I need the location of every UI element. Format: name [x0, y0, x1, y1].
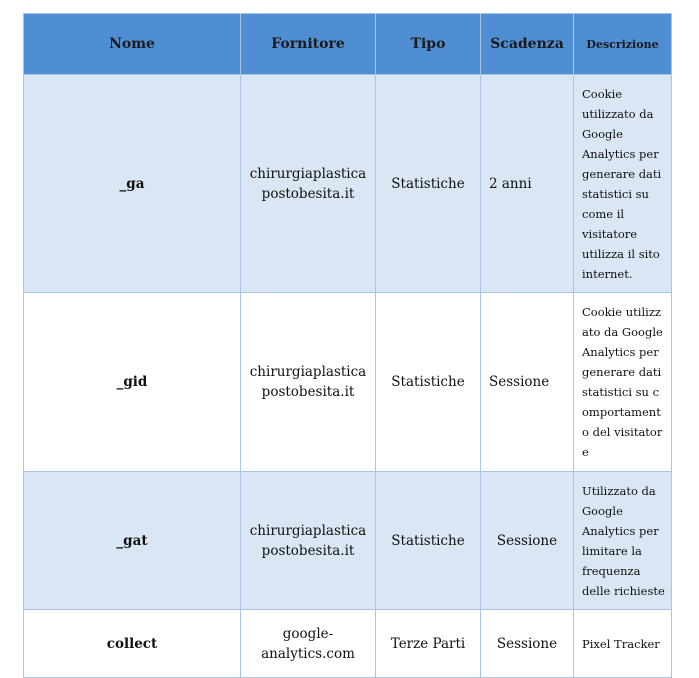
header-description: Descrizione [574, 14, 672, 75]
table-row [24, 472, 672, 610]
cookie-provider: chirurgiaplasticapostobesita.it [241, 75, 376, 293]
cookie-name: _gid [24, 293, 241, 472]
cookie-name: collect [24, 610, 241, 678]
header-type: Tipo [376, 14, 481, 75]
cookie-expiry: 2 anni [481, 75, 574, 293]
cookie-description: Cookie utilizzato da Google Analytics per generare dati statistici su come il visitatore utilizza il sito internet. [574, 75, 672, 293]
table-row [24, 293, 672, 472]
header-expiry: Scadenza [481, 14, 574, 75]
cookie-expiry: Sessione [481, 610, 574, 678]
cookie-provider: chirurgiaplasticapostobesita.it [241, 472, 376, 610]
cookie-provider: chirurgiaplasticapostobesita.it [241, 293, 376, 472]
cookie-type: Statistiche [376, 293, 481, 472]
header-name: Nome [24, 14, 241, 75]
cookie-description: Cookie utilizzato da Google Analytics per generare dati statistici su comportamento del visitatore [574, 293, 672, 472]
cookie-expiry: Sessione [481, 472, 574, 610]
table-row [24, 75, 672, 293]
cookie-provider: google-analytics.com [241, 610, 376, 678]
cookie-expiry: Sessione [481, 293, 574, 472]
cookie-type: Statistiche [376, 75, 481, 293]
cookie-description: Pixel Tracker [574, 610, 672, 678]
cookie-type: Statistiche [376, 472, 481, 610]
header-provider: Fornitore [241, 14, 376, 75]
cookie-name: _ga [24, 75, 241, 293]
cookie-type: Terze Parti [376, 610, 481, 678]
cookie-table [23, 13, 672, 678]
cookie-description: Utilizzato da Google Analytics per limitare la frequenza delle richieste [574, 472, 672, 610]
table-header-row [24, 14, 672, 75]
table-row [24, 610, 672, 678]
cookie-name: _gat [24, 472, 241, 610]
